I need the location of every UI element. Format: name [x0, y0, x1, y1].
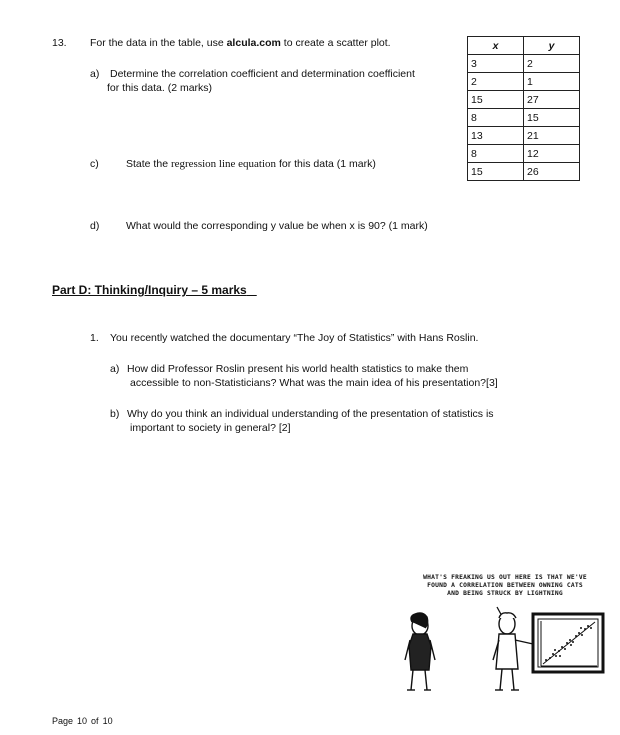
cell-x: 15	[468, 163, 524, 181]
scatter-plot-board	[533, 614, 603, 672]
part-a-text	[110, 67, 415, 81]
cell-y: 2	[524, 55, 580, 73]
comic-caption-line3: AND BEING STRUCK BY LIGHTNING	[447, 590, 563, 597]
table-row	[468, 109, 580, 127]
table-row	[468, 73, 580, 91]
right-person-figure	[493, 613, 533, 690]
comic-caption-line2: FOUND A CORRELATION BETWEEN OWNING CATS	[427, 582, 583, 589]
cell-y: 12	[524, 145, 580, 163]
table-header-row	[468, 37, 580, 55]
part-d-b-label: b)	[110, 408, 120, 420]
header-x: x	[468, 37, 524, 55]
page-total: 10	[102, 716, 113, 726]
part-a-label: a)	[90, 68, 100, 80]
part-c-suffix: for this data (1 mark)	[276, 158, 376, 170]
page-word: Page	[52, 716, 74, 726]
part-a-line1: Determine the correlation coefficient and determination coefficient	[110, 68, 415, 80]
part-a-line2: for this data. (2 marks)	[107, 82, 213, 94]
header-y: y	[524, 37, 580, 55]
part-d-q1-number: 1.	[90, 332, 99, 344]
data-table	[467, 36, 580, 181]
cell-y: 26	[524, 163, 580, 181]
page-footer	[52, 716, 117, 726]
part-d-q1-text: You recently watched the documentary “The Joy of Statistics” with Hans Roslin.	[110, 332, 479, 344]
part-d-text: What would the corresponding y value be when x is 90? (1 mark)	[126, 220, 428, 232]
cell-x: 15	[468, 91, 524, 109]
part-d-b-line1: Why do you think an individual understanding of the presentation of statistics is	[127, 408, 494, 420]
part-d-label: d)	[90, 220, 100, 232]
part-d-b-line2: important to society in general? [2]	[130, 422, 291, 434]
question-13-text	[90, 37, 391, 49]
part-d-a-line2: accessible to non-Statisticians? What was the main idea of his presentation?[3]	[130, 377, 498, 389]
part-d-heading: Part D: Thinking/Inquiry – 5 marks	[52, 283, 247, 297]
cell-x: 13	[468, 127, 524, 145]
cell-y: 27	[524, 91, 580, 109]
cell-x: 3	[468, 55, 524, 73]
table-row	[468, 55, 580, 73]
of-word: of	[91, 716, 99, 726]
comic-caption-line1: WHAT'S FREAKING US OUT HERE IS THAT WE'VE	[423, 574, 587, 581]
part-c-label: c)	[90, 158, 99, 170]
question-13-prefix: For the data in the table, use	[90, 37, 227, 49]
table-row	[468, 163, 580, 181]
cell-x: 8	[468, 145, 524, 163]
cell-y: 15	[524, 109, 580, 127]
table-row	[468, 145, 580, 163]
correlation-comic	[395, 574, 615, 694]
left-person-figure	[405, 613, 435, 690]
alcula-site-link: alcula.com	[226, 37, 281, 49]
comic-drawing	[395, 574, 615, 694]
cell-x: 8	[468, 109, 524, 127]
table-row	[468, 127, 580, 145]
table-row	[468, 91, 580, 109]
question-number: 13.	[52, 37, 67, 49]
part-c-text	[126, 157, 376, 171]
cell-x: 2	[468, 73, 524, 91]
part-d-a-label: a)	[110, 363, 120, 375]
part-d-a-line1: How did Professor Roslin present his world health statistics to make them	[127, 363, 469, 375]
part-c-prefix: State the	[126, 158, 171, 170]
regression-line-phrase: regression line equation	[170, 158, 277, 170]
cell-y: 1	[524, 73, 580, 91]
page-number: 10	[77, 716, 88, 726]
question-13-suffix: to create a scatter plot.	[280, 37, 391, 49]
cell-y: 21	[524, 127, 580, 145]
